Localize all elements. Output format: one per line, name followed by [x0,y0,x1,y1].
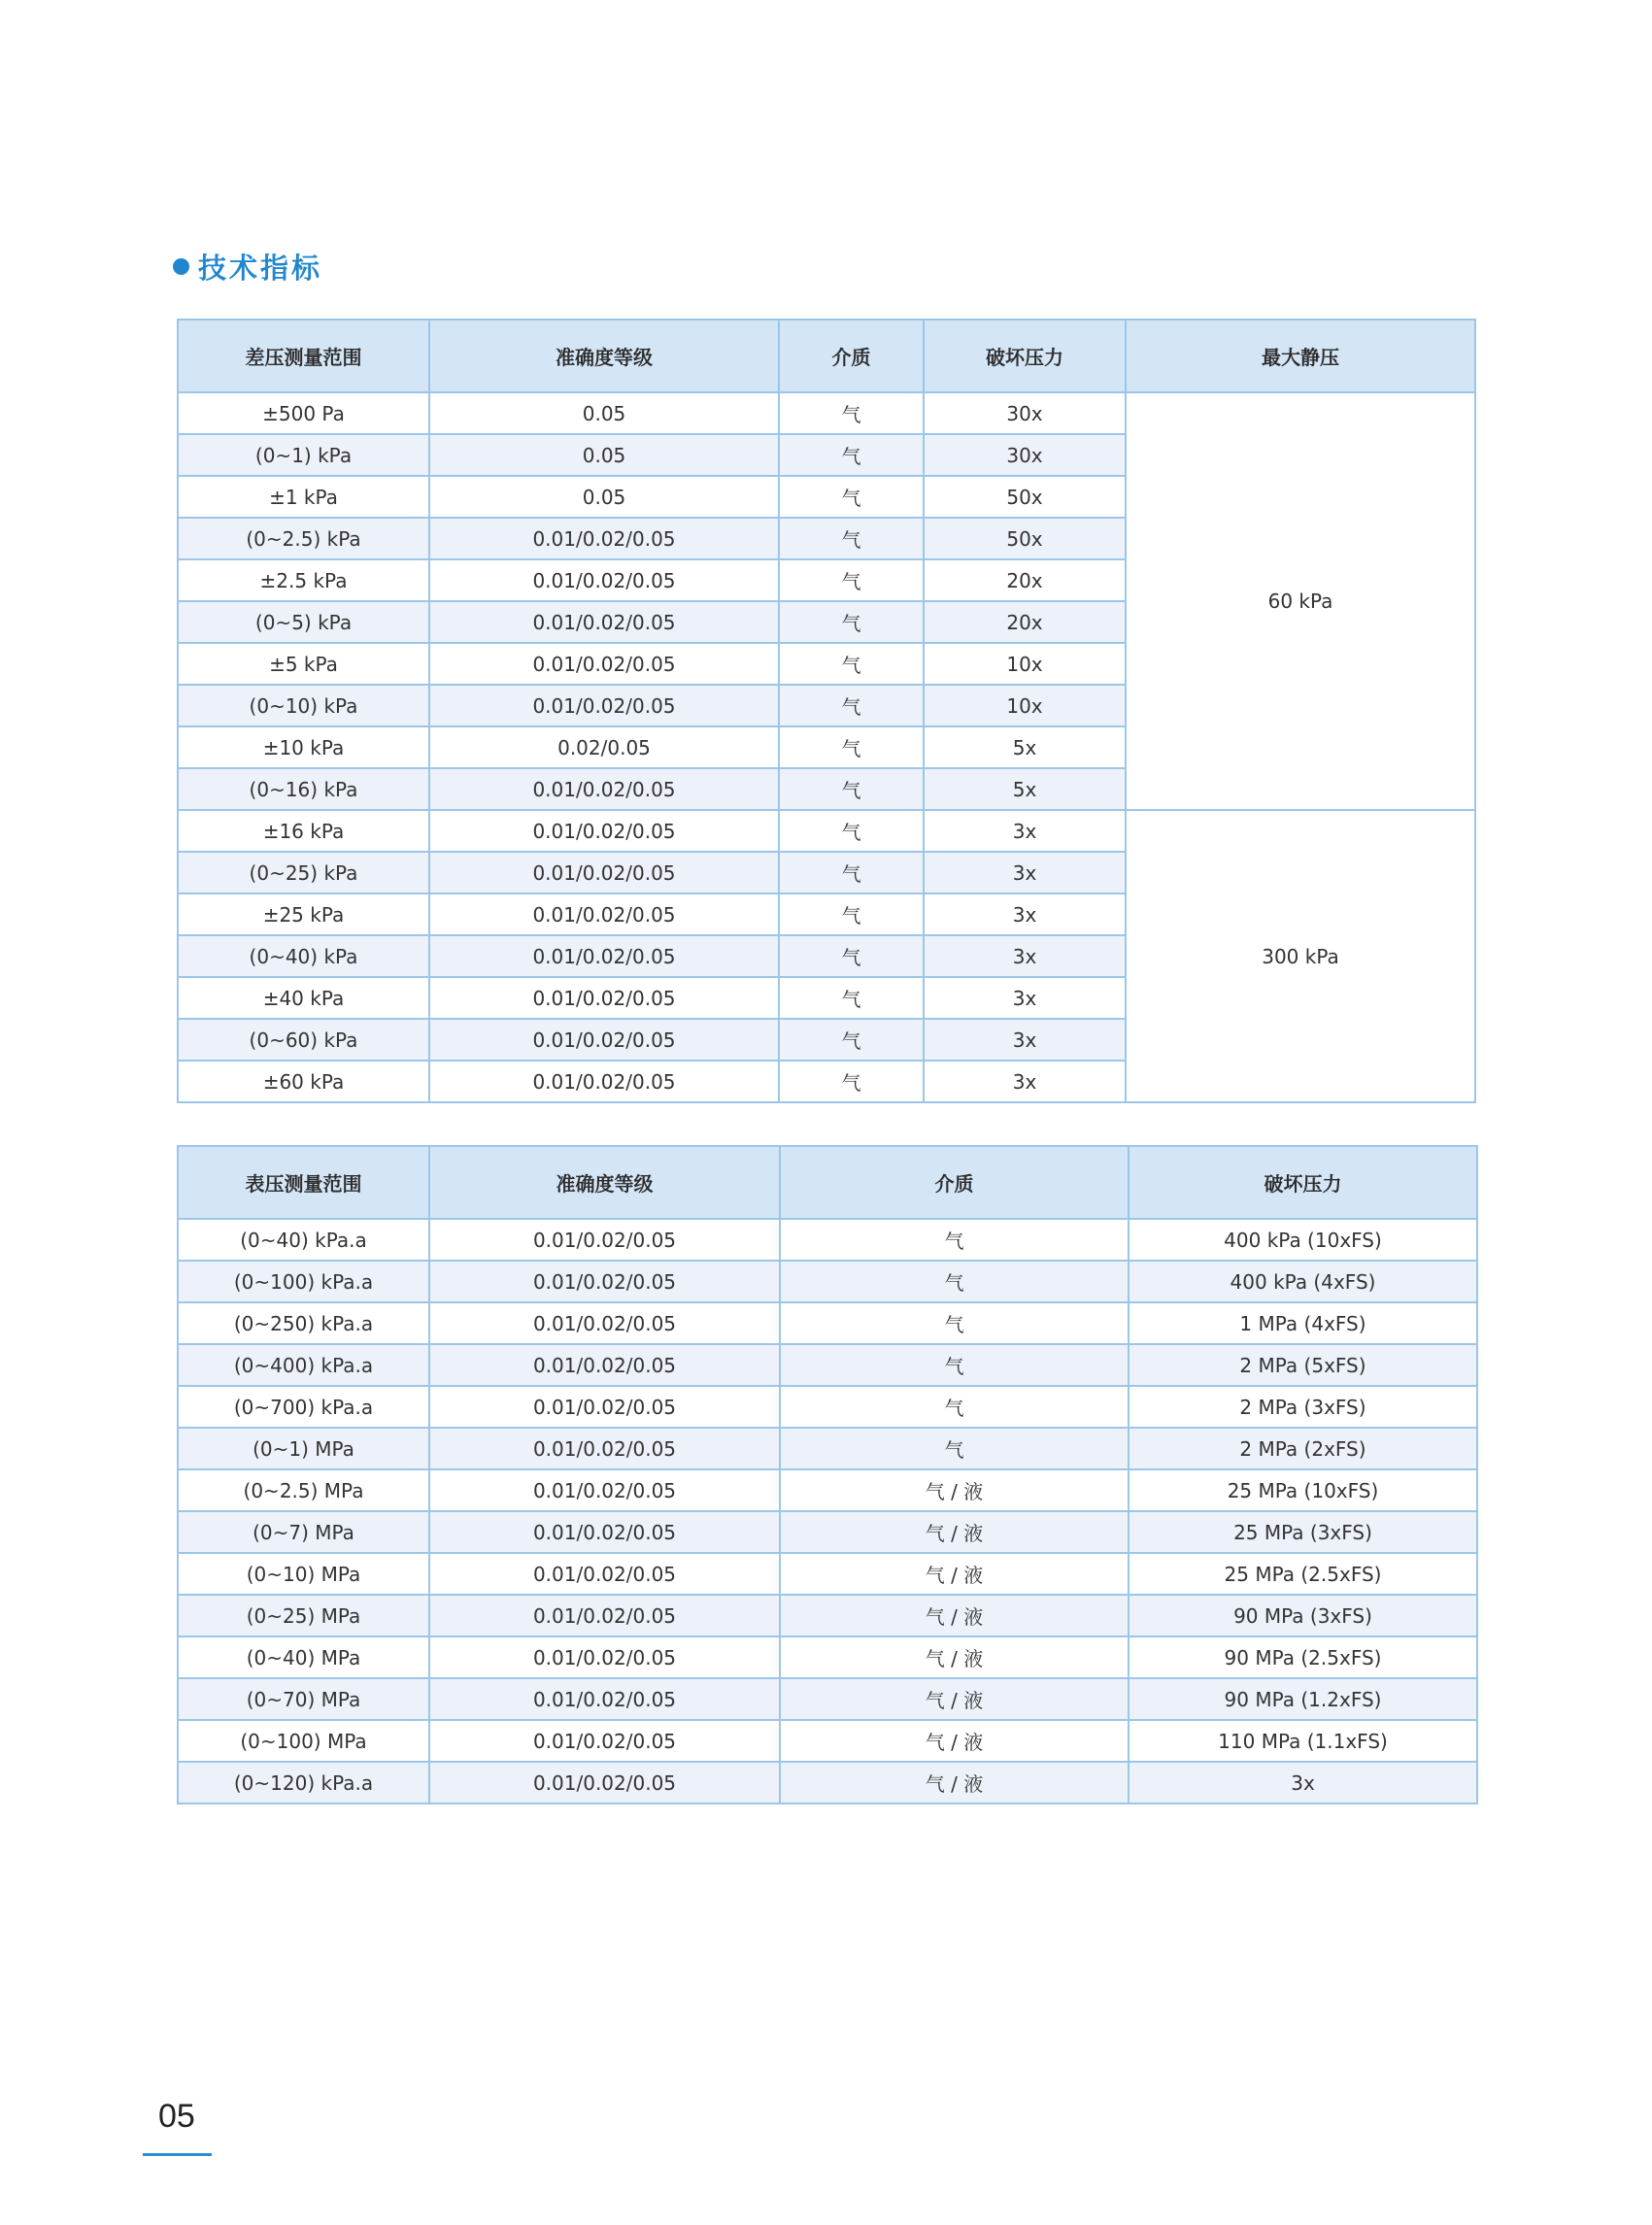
medium-cell: 气 [780,1386,1129,1428]
header-max-static-pressure: 最大静压 [1126,320,1475,392]
range-cell: (0~1) kPa [178,434,429,476]
burst-pressure-cell: 3x [924,810,1126,852]
burst-pressure-cell: 3x [924,852,1126,893]
range-cell: (0~400) kPa.a [178,1344,429,1386]
accuracy-cell: 0.01/0.02/0.05 [429,518,779,559]
medium-cell: 气 [780,1428,1129,1469]
differential-pressure-table [177,319,1476,1103]
medium-cell: 气 [779,476,924,518]
medium-cell: 气 [779,852,924,893]
gauge-pressure-table [177,1145,1478,1804]
burst-pressure-cell: 3x [1129,1762,1477,1804]
table-row [178,1678,1477,1720]
accuracy-cell: 0.05 [429,434,779,476]
burst-pressure-cell: 10x [924,685,1126,726]
medium-cell: 气 / 液 [780,1469,1129,1511]
table-row [178,1636,1477,1678]
table-row [178,1553,1477,1595]
accuracy-cell: 0.01/0.02/0.05 [429,1219,780,1261]
bullet-dot-icon [173,258,189,275]
range-cell: (0~10) kPa [178,685,429,726]
range-cell: ±1 kPa [178,476,429,518]
accuracy-cell: 0.01/0.02/0.05 [429,1469,780,1511]
accuracy-cell: 0.05 [429,392,779,434]
accuracy-cell: 0.01/0.02/0.05 [429,893,779,935]
medium-cell: 气 [779,893,924,935]
table-row [178,1302,1477,1344]
range-cell: ±16 kPa [178,810,429,852]
medium-cell: 气 / 液 [780,1678,1129,1720]
header-dp-range: 差压测量范围 [178,320,429,392]
table-row [178,1261,1477,1302]
range-cell: (0~40) MPa [178,1636,429,1678]
range-cell: (0~16) kPa [178,768,429,810]
range-cell: (0~700) kPa.a [178,1386,429,1428]
burst-pressure-cell: 3x [924,893,1126,935]
max-static-pressure-cell: 60 kPa [1126,392,1475,810]
burst-pressure-cell: 400 kPa (4xFS) [1129,1261,1477,1302]
accuracy-cell: 0.01/0.02/0.05 [429,768,779,810]
medium-cell: 气 [779,685,924,726]
medium-cell: 气 [779,434,924,476]
burst-pressure-cell: 1 MPa (4xFS) [1129,1302,1477,1344]
range-cell: ±10 kPa [178,726,429,768]
medium-cell: 气 [779,1019,924,1061]
medium-cell: 气 [779,392,924,434]
accuracy-cell: 0.01/0.02/0.05 [429,643,779,685]
medium-cell: 气 / 液 [780,1511,1129,1553]
medium-cell: 气 [779,643,924,685]
accuracy-cell: 0.01/0.02/0.05 [429,810,779,852]
range-cell: (0~7) MPa [178,1511,429,1553]
page-number: 05 [158,2098,195,2135]
table-row [178,1469,1477,1511]
burst-pressure-cell: 3x [924,977,1126,1019]
burst-pressure-cell: 5x [924,768,1126,810]
accuracy-cell: 0.01/0.02/0.05 [429,601,779,643]
header-accuracy: 准确度等级 [429,320,779,392]
accuracy-cell: 0.01/0.02/0.05 [429,1302,780,1344]
range-cell: (0~100) kPa.a [178,1261,429,1302]
medium-cell: 气 / 液 [780,1636,1129,1678]
range-cell: (0~60) kPa [178,1019,429,1061]
header-medium: 介质 [779,320,924,392]
accuracy-cell: 0.01/0.02/0.05 [429,1261,780,1302]
accuracy-cell: 0.01/0.02/0.05 [429,852,779,893]
burst-pressure-cell: 90 MPa (1.2xFS) [1129,1678,1477,1720]
burst-pressure-cell: 2 MPa (5xFS) [1129,1344,1477,1386]
table-header-row [178,320,1475,392]
accuracy-cell: 0.05 [429,476,779,518]
range-cell: (0~250) kPa.a [178,1302,429,1344]
table-row [178,1595,1477,1636]
accuracy-cell: 0.01/0.02/0.05 [429,1344,780,1386]
header-burst-pressure: 破坏压力 [924,320,1126,392]
range-cell: (0~2.5) MPa [178,1469,429,1511]
accuracy-cell: 0.01/0.02/0.05 [429,1678,780,1720]
burst-pressure-cell: 25 MPa (2.5xFS) [1129,1553,1477,1595]
range-cell: (0~120) kPa.a [178,1762,429,1804]
medium-cell: 气 [779,726,924,768]
burst-pressure-cell: 2 MPa (2xFS) [1129,1428,1477,1469]
medium-cell: 气 [780,1261,1129,1302]
range-cell: ±60 kPa [178,1061,429,1102]
burst-pressure-cell: 10x [924,643,1126,685]
max-static-pressure-cell: 300 kPa [1126,810,1475,1102]
range-cell: ±40 kPa [178,977,429,1019]
accuracy-cell: 0.01/0.02/0.05 [429,935,779,977]
accuracy-cell: 0.01/0.02/0.05 [429,559,779,601]
medium-cell: 气 [780,1219,1129,1261]
burst-pressure-cell: 3x [924,1019,1126,1061]
accuracy-cell: 0.01/0.02/0.05 [429,1595,780,1636]
accuracy-cell: 0.01/0.02/0.05 [429,1636,780,1678]
range-cell: (0~40) kPa.a [178,1219,429,1261]
range-cell: (0~100) MPa [178,1720,429,1762]
burst-pressure-cell: 90 MPa (2.5xFS) [1129,1636,1477,1678]
range-cell: (0~5) kPa [178,601,429,643]
burst-pressure-cell: 20x [924,559,1126,601]
header-gp-range: 表压测量范围 [178,1146,429,1219]
accuracy-cell: 0.02/0.05 [429,726,779,768]
range-cell: (0~25) kPa [178,852,429,893]
accuracy-cell: 0.01/0.02/0.05 [429,1553,780,1595]
accuracy-cell: 0.01/0.02/0.05 [429,1061,779,1102]
table-row [178,1219,1477,1261]
burst-pressure-cell: 90 MPa (3xFS) [1129,1595,1477,1636]
burst-pressure-cell: 30x [924,434,1126,476]
table-row [178,1762,1477,1804]
medium-cell: 气 / 液 [780,1595,1129,1636]
table-row [178,1344,1477,1386]
burst-pressure-cell: 400 kPa (10xFS) [1129,1219,1477,1261]
table-header-row [178,1146,1477,1219]
header-accuracy: 准确度等级 [429,1146,780,1219]
table-row [178,392,1475,434]
table-row [178,1428,1477,1469]
medium-cell: 气 [779,1061,924,1102]
header-burst-pressure: 破坏压力 [1129,1146,1477,1219]
medium-cell: 气 [779,935,924,977]
burst-pressure-cell: 3x [924,935,1126,977]
table-row [178,810,1475,852]
medium-cell: 气 [780,1302,1129,1344]
burst-pressure-cell: 5x [924,726,1126,768]
range-cell: (0~70) MPa [178,1678,429,1720]
table-row [178,1386,1477,1428]
range-cell: ±500 Pa [178,392,429,434]
medium-cell: 气 [780,1344,1129,1386]
burst-pressure-cell: 20x [924,601,1126,643]
section-title: 技术指标 [198,251,323,285]
range-cell: (0~40) kPa [178,935,429,977]
burst-pressure-cell: 3x [924,1061,1126,1102]
burst-pressure-cell: 25 MPa (3xFS) [1129,1511,1477,1553]
range-cell: ±2.5 kPa [178,559,429,601]
range-cell: ±5 kPa [178,643,429,685]
burst-pressure-cell: 50x [924,476,1126,518]
range-cell: (0~10) MPa [178,1553,429,1595]
accuracy-cell: 0.01/0.02/0.05 [429,1386,780,1428]
range-cell: (0~2.5) kPa [178,518,429,559]
medium-cell: 气 / 液 [780,1720,1129,1762]
table-row [178,1720,1477,1762]
section-heading [173,247,322,286]
medium-cell: 气 [779,810,924,852]
medium-cell: 气 [779,518,924,559]
accuracy-cell: 0.01/0.02/0.05 [429,1762,780,1804]
medium-cell: 气 [779,977,924,1019]
accuracy-cell: 0.01/0.02/0.05 [429,1019,779,1061]
burst-pressure-cell: 110 MPa (1.1xFS) [1129,1720,1477,1762]
range-cell: (0~25) MPa [178,1595,429,1636]
page-number-underline [143,2153,212,2156]
table-row [178,1511,1477,1553]
medium-cell: 气 [779,768,924,810]
range-cell: ±25 kPa [178,893,429,935]
burst-pressure-cell: 30x [924,392,1126,434]
accuracy-cell: 0.01/0.02/0.05 [429,977,779,1019]
accuracy-cell: 0.01/0.02/0.05 [429,1720,780,1762]
accuracy-cell: 0.01/0.02/0.05 [429,685,779,726]
accuracy-cell: 0.01/0.02/0.05 [429,1511,780,1553]
accuracy-cell: 0.01/0.02/0.05 [429,1428,780,1469]
medium-cell: 气 / 液 [780,1762,1129,1804]
burst-pressure-cell: 2 MPa (3xFS) [1129,1386,1477,1428]
range-cell: (0~1) MPa [178,1428,429,1469]
burst-pressure-cell: 25 MPa (10xFS) [1129,1469,1477,1511]
header-medium: 介质 [780,1146,1129,1219]
medium-cell: 气 [779,559,924,601]
burst-pressure-cell: 50x [924,518,1126,559]
medium-cell: 气 / 液 [780,1553,1129,1595]
medium-cell: 气 [779,601,924,643]
